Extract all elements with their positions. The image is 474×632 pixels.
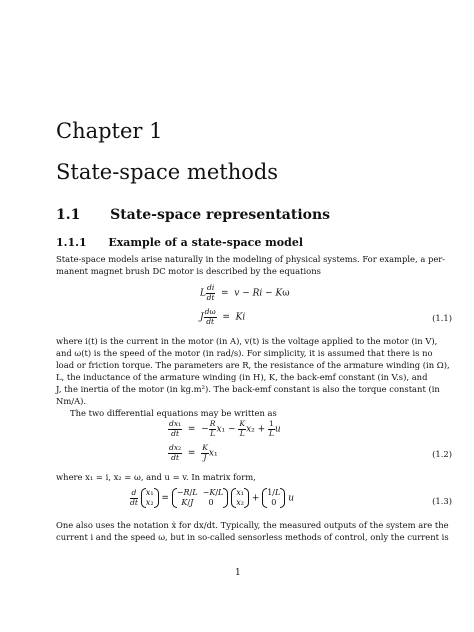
equation-row-2: $\frac{\text{dx₂}}{dt}$ = $\frac{K}{J}$ x₁ bbox=[169, 443, 218, 462]
matrix-equation: $\frac{d}{dt}$ x₁ x₂ = −R/L −K/L K/J 0 x₁ x₂ + 1/L 0 u bbox=[130, 488, 294, 507]
text-line: State-space models arise naturally in the modeling of physical systems. For example, a per- bbox=[56, 254, 446, 264]
equation-number: (1.3) bbox=[432, 496, 452, 506]
paragraph-intro bbox=[56, 253, 462, 277]
paragraph-parameters bbox=[56, 335, 462, 407]
equation-number: (1.2) bbox=[432, 449, 452, 459]
equation-row-1: L $\frac{di}{dt}$ = v − Ri − Kω bbox=[200, 283, 290, 302]
text-line: manent magnet brush DC motor is described by the equations bbox=[56, 266, 321, 276]
text-line: current i and the speed ω, but in so-called sensorless methods of control, only the current is bbox=[56, 532, 449, 542]
section-title: State-space representations bbox=[110, 207, 331, 223]
text-line: and ω(t) is the speed of the motor (in rad/s). For simplicity, it is assumed that there is no bbox=[56, 348, 433, 358]
equation-row-2: J $\frac{d\omega}{dt}$ = Ki bbox=[200, 307, 246, 326]
subsection-title: Example of a state-space model bbox=[108, 236, 304, 249]
equation-number: (1.1) bbox=[432, 313, 452, 323]
text-line: Nm/A). bbox=[56, 396, 87, 406]
page-number: 1 bbox=[235, 568, 241, 578]
text-line: where i(t) is the current in the motor (in A), v(t) is the voltage applied to the motor (in V), bbox=[56, 336, 438, 346]
paragraph-matrix-form bbox=[56, 471, 462, 483]
text-line: J, the inertia of the motor (in kg.m²). The back-emf constant is also the torque constant (in bbox=[56, 384, 440, 394]
paragraph-notation bbox=[56, 519, 462, 543]
chapter-label: Chapter 1 bbox=[56, 119, 163, 143]
text-line: L, the inductance of the armature winding (in H), K, the back-emf constant (in V.s), and bbox=[56, 372, 428, 382]
text-line: where x₁ = i, x₂ = ω, and u = v. In matrix form, bbox=[56, 472, 256, 482]
subsection-number: 1.1.1 bbox=[56, 236, 87, 249]
subsection-heading bbox=[56, 236, 303, 249]
paragraph-written-as bbox=[56, 407, 462, 419]
text-line: load or friction torque. The parameters are R, the resistance of the armature winding (in Ω), bbox=[56, 360, 450, 370]
section-number: 1.1 bbox=[56, 207, 81, 223]
section-heading bbox=[56, 207, 330, 223]
equation-row-1: $\frac{\text{dx₁}}{dt}$ = − $\frac{R}{L}$ x₁ − $\frac{K}{L}$ x₂ + $\frac{1}{L}$ u bbox=[169, 419, 281, 438]
text-line: The two differential equations may be written as bbox=[70, 408, 277, 418]
text-line: One also uses the notation ẋ for dx/dt. Typically, the measured outputs of the system are the bbox=[56, 520, 449, 530]
chapter-title: State-space methods bbox=[56, 160, 279, 184]
